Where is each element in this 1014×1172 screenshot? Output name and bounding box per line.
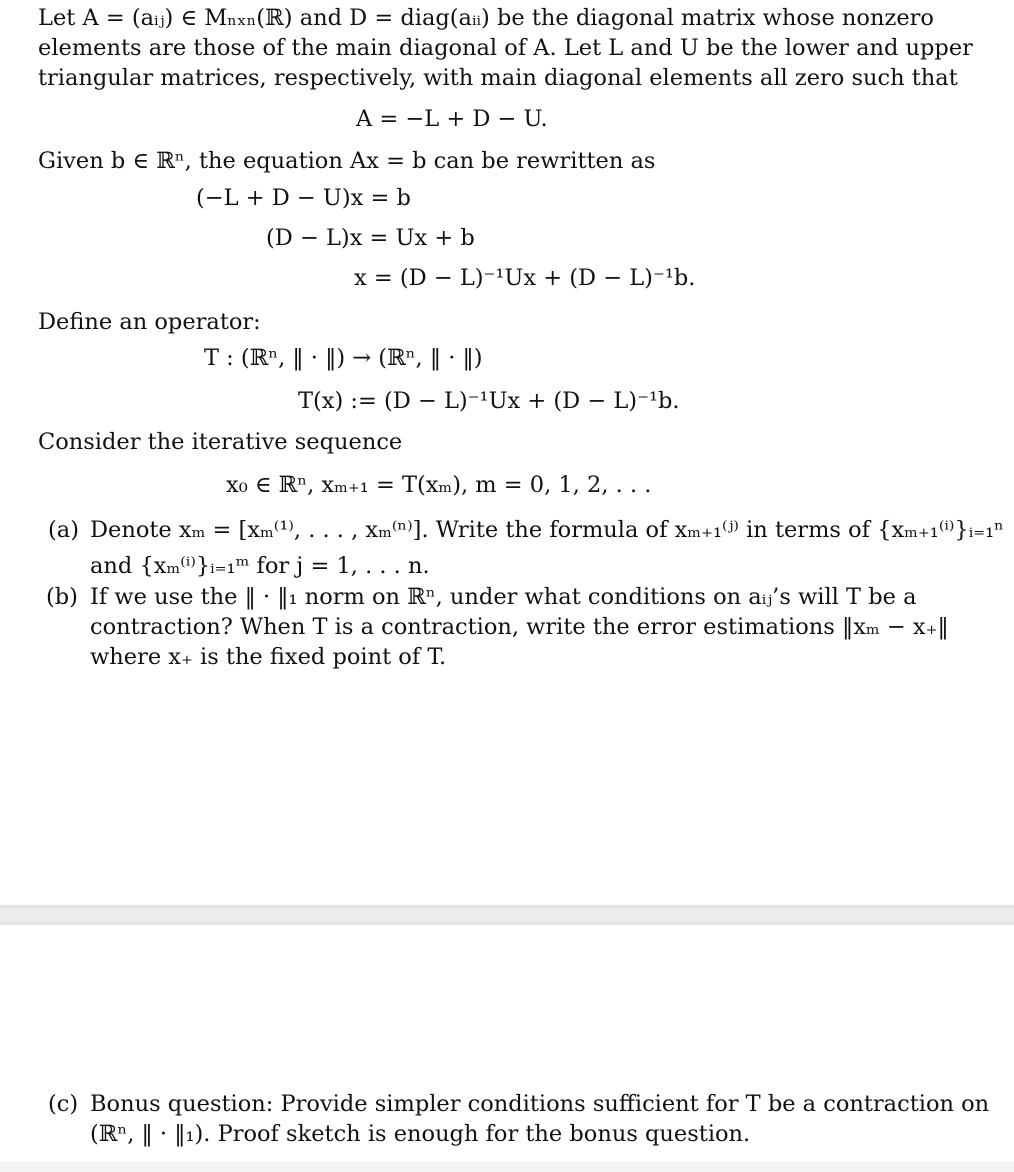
operator-signature: T : (ℝⁿ, ‖ · ‖) → (ℝⁿ, ‖ · ‖) xyxy=(204,345,483,371)
item-b-line-2: contraction? When T is a contraction, write the error estimations ‖xₘ − x₊‖ xyxy=(90,614,949,640)
define-line: Define an operator: xyxy=(38,309,261,335)
rewrite-equation-1: (−L + D − U)x = b xyxy=(196,185,411,211)
rewrite-equation-2: (D − L)x = Ux + b xyxy=(266,225,475,251)
decomposition-equation: A = −L + D − U. xyxy=(356,106,548,132)
item-b-label: (b) xyxy=(46,584,78,610)
intro-line-1: Let A = (aᵢⱼ) ∈ Mₙₓₙ(ℝ) and D = diag(aᵢᵢ) be the diagonal matrix whose nonzero xyxy=(38,5,934,31)
rewrite-equation-3: x = (D − L)⁻¹Ux + (D − L)⁻¹b. xyxy=(354,265,696,291)
item-a-label: (a) xyxy=(48,517,79,543)
item-c-line-2: (ℝⁿ, ‖ · ‖₁). Proof sketch is enough for the bonus question. xyxy=(90,1121,751,1147)
intro-line-2: elements are those of the main diagonal of A. Let L and U be the lower and upper xyxy=(38,35,973,61)
consider-line: Consider the iterative sequence xyxy=(38,429,403,455)
item-a-line-1: Denote xₘ = [xₘ⁽¹⁾, . . . , xₘ⁽ⁿ⁾]. Write the formula of xₘ₊₁⁽ʲ⁾ in terms of {xₘ₊₁⁽ⁱ⁾}ᵢ₌₁ⁿ xyxy=(90,517,1004,543)
item-b-line-1: If we use the ‖ · ‖₁ norm on ℝⁿ, under what conditions on aᵢⱼ’s will T be a xyxy=(90,584,917,610)
intro-line-3: triangular matrices, respectively, with main diagonal elements all zero such that xyxy=(38,65,958,91)
item-b-line-3: where x₊ is the fixed point of T. xyxy=(90,644,447,670)
page-bottom-strip xyxy=(0,1162,1014,1172)
item-c-label: (c) xyxy=(48,1091,79,1117)
operator-definition: T(x) := (D − L)⁻¹Ux + (D − L)⁻¹b. xyxy=(298,388,680,414)
item-c-line-1: Bonus question: Provide simpler conditions sufficient for T be a contraction on xyxy=(90,1091,990,1117)
page-separator xyxy=(0,905,1014,925)
item-a-line-2: and {xₘ⁽ⁱ⁾}ᵢ₌₁ᵐ for j = 1, . . . n. xyxy=(90,553,430,579)
given-line: Given b ∈ ℝⁿ, the equation Ax = b can be rewritten as xyxy=(38,148,656,174)
sequence-equation: x₀ ∈ ℝⁿ, xₘ₊₁ = T(xₘ), m = 0, 1, 2, . . . xyxy=(226,472,652,498)
